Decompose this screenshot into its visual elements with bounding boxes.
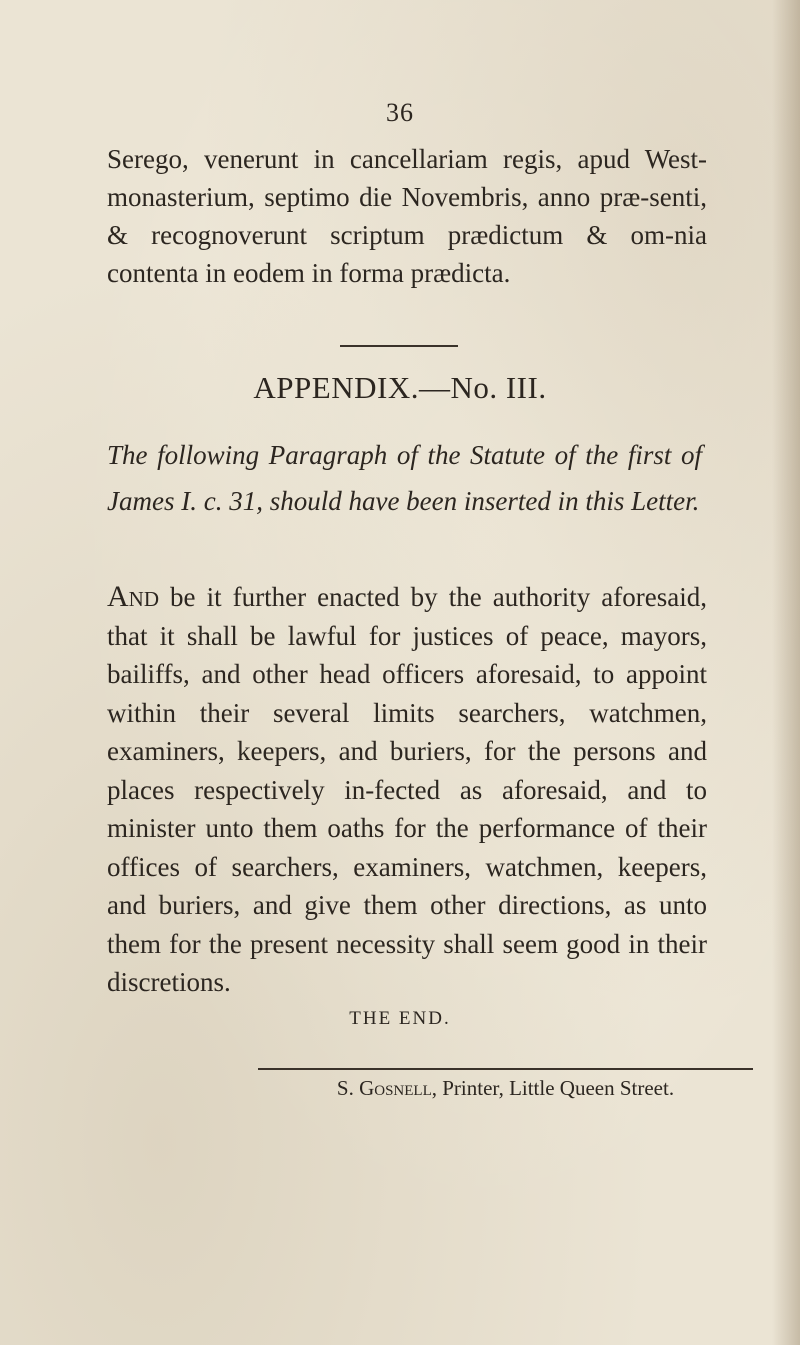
printer-address: Printer, Little Queen Street. <box>437 1076 675 1100</box>
statute-paragraph <box>107 578 707 1002</box>
appendix-heading: APPENDIX.—No. III. <box>253 370 547 405</box>
printer-name: S. Gosnell, <box>336 1076 437 1100</box>
page-number: 36 <box>386 98 414 127</box>
the-end-label: THE END. <box>349 1008 451 1029</box>
colophon-divider <box>258 1068 753 1070</box>
page-edge-shadow <box>772 0 800 1345</box>
appendix-intro: The following Paragraph of the Statute of the first of James I. c. 31, should have been inserted in this Letter. <box>107 440 702 516</box>
paragraph-first-word: And <box>107 580 159 613</box>
printer-colophon <box>258 1076 753 1101</box>
paragraph-text: be it further enacted by the authority aforesaid, that it shall be lawful for justices of peace, mayors, bailiffs, and other head officers aforesaid, to appoint within their several limits searchers, watchmen, examiners, keepers, and buriers, for the persons and places respectively in-fected as aforesaid, and to minister unto them oaths for the performance of their offices of searchers, examiners, watchmen, keepers, and buriers, and give them other directions, as unto them for the present necessity shall seem good in their discretions. <box>107 582 707 997</box>
latin-paragraph: Serego, venerunt in cancellariam regis, apud West-monasterium, septimo die Novembris, anno præ-senti, & recognoverunt scriptum prædictum & om-nia contenta in eodem in forma prædicta. <box>107 144 707 288</box>
section-divider <box>340 345 458 347</box>
